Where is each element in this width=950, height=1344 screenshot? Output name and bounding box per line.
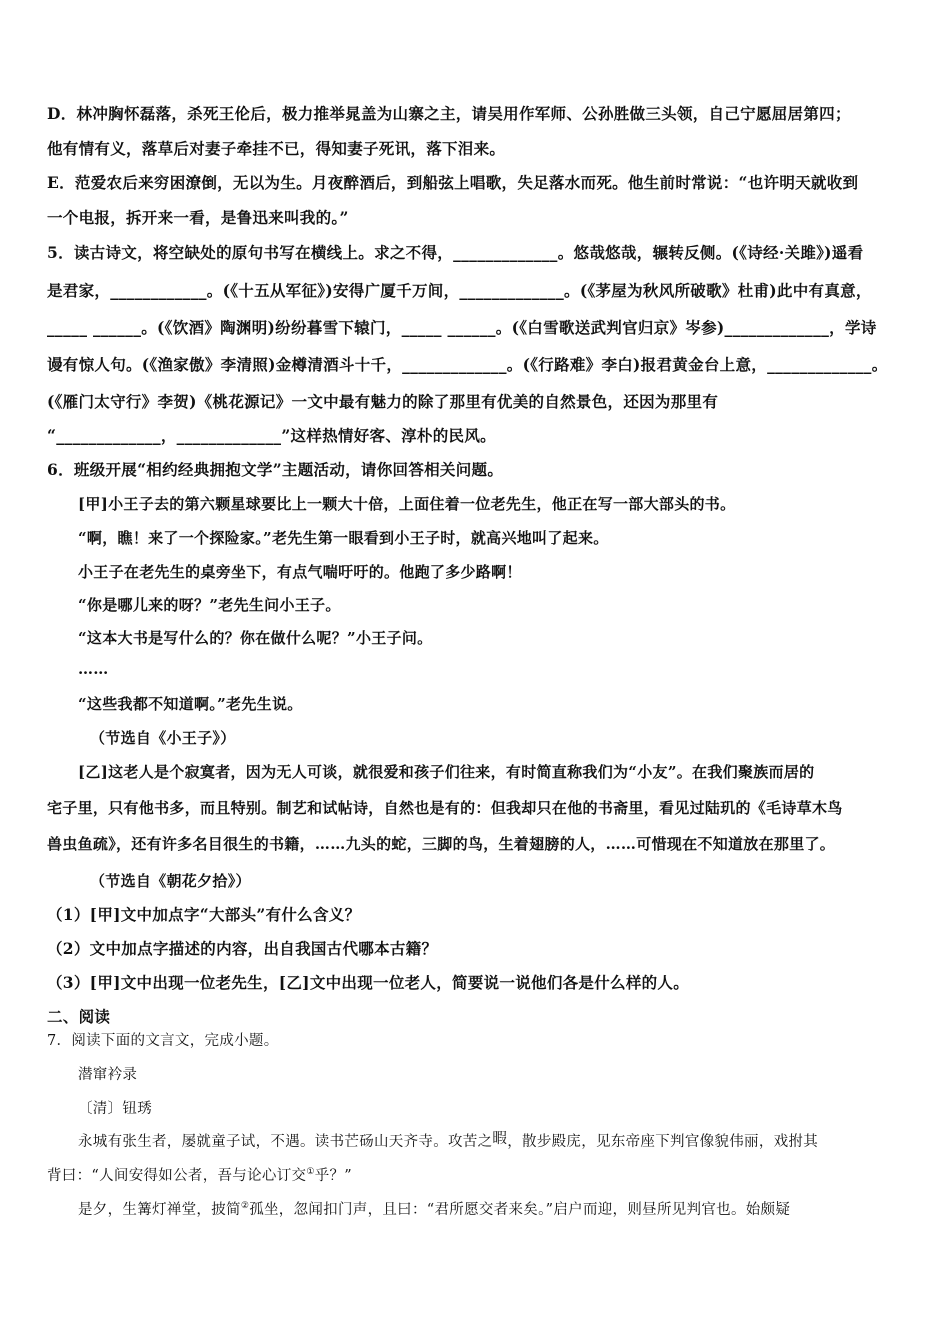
q7-p1-line1-c: ，散步殿庑，见东帝座下判官像貌伟丽，戏拊其 xyxy=(507,1134,819,1150)
q5-line3: _____ ______。(《饮酒》陶渊明)纷纷暮雪下辕门，_____ ______。(《白雪歌送武判官归京》岑参)_____________，学诗 xyxy=(47,318,877,337)
option-e-line1: E．范爱农后来穷困潦倒，无以为生。月夜醉酒后，到船弦上唱歌，失足落水而死。他生前时常说：“也许明天就收到 xyxy=(47,173,859,192)
q7-p1-line2-a: 背曰：“人间安得如公者，吾与论心订交 xyxy=(47,1168,307,1184)
q6-jia-p6: …… xyxy=(78,660,109,678)
q6-intro: 6．班级开展“相约经典拥抱文学”主题活动，请你回答相关问题。 xyxy=(47,460,504,479)
q6-jia-p7: “这些我都不知道啊。”老先生说。 xyxy=(78,695,303,713)
q5-line5: (《雁门太守行》李贺)《桃花源记》一文中最有魅力的除了那里有优美的自然景色，还因为那里有 xyxy=(47,392,719,411)
q5-line2: 是君家，____________。(《十五从军征》)安得广厦千万间，_____________。(《茅屋为秋风所破歌》杜甫)此中有真意， xyxy=(47,281,872,300)
q5-line1: 5．读古诗文，将空缺处的原句书写在横线上。求之不得，_____________。悠哉悠哉，辗转反侧。(《诗经·关雎》)遥看 xyxy=(47,243,864,262)
q6-jia-p3: 小王子在老先生的桌旁坐下，有点气喘吁吁的。他跑了多少路啊！ xyxy=(78,563,522,581)
q7-p2-line1 xyxy=(78,1199,908,1221)
footnote-marker-2: ② xyxy=(240,1201,250,1212)
q7-p2-line1-a: 是夕，生篝灯禅堂，披简 xyxy=(78,1202,241,1218)
q7-p1-line2-b: 乎？” xyxy=(314,1168,353,1184)
q7-p1-line2 xyxy=(47,1165,907,1187)
q6-yi-line2: 宅子里，只有他书多，而且特别。制艺和试帖诗，自然也是有的：但我却只在他的书斋里，看见过陆玑的《毛诗草木鸟 xyxy=(47,799,843,817)
q6-sub2: （2）文中加点字描述的内容，出自我国古代哪本古籍？ xyxy=(47,939,438,958)
q7-intro: 7．阅读下面的文言文，完成小题。 xyxy=(47,1033,279,1049)
q7-title: 潜窜衿录 xyxy=(78,1067,138,1083)
footnote-marker-1: ① xyxy=(306,1167,315,1178)
option-d-line1: D．林冲胸怀磊落，杀死王伦后，极力推举晁盖为山寨之主，请吴用作军师、公孙胜做三头领，自己宁愿屈居第四； xyxy=(47,104,851,123)
q6-yi-line3: 兽虫鱼疏》，还有许多名目很生的书籍，……九头的蛇，三脚的鸟，生着翅膀的人，……可惜现在不知道放在那里了。 xyxy=(47,835,836,853)
q6-yi-source: （节选自《朝花夕拾》） xyxy=(90,872,251,890)
q6-jia-source: （节选自《小王子》） xyxy=(90,729,236,747)
q6-yi-line1: [乙]这老人是个寂寞者，因为无人可谈，就很爱和孩子们往来，有时简直称我们为“小友”。在我们聚族而居的 xyxy=(78,763,815,781)
q7-p1-line1-a: 永城有张生者，屡就童子试，不遇。读书芒砀山天齐寺。攻苦之 xyxy=(78,1134,493,1150)
q7-author: 〔清〕钮琇 xyxy=(78,1101,152,1117)
option-d-line2: 他有情有义，落草后对妻子牵挂不已，得知妻子死讯，落下泪来。 xyxy=(47,139,506,158)
option-e-line2: 一个电报，拆开来一看，是鲁迅来叫我的。” xyxy=(47,208,349,227)
q6-jia-p5: “这本大书是写什么的？你在做什么呢？”小王子问。 xyxy=(78,629,433,647)
q7-p1-line1 xyxy=(78,1131,908,1153)
q6-jia-p1: [甲]小王子去的第六颗星球要比上一颗大十倍，上面住着一位老先生，他正在写一部大部头的书。 xyxy=(78,495,736,513)
q6-jia-p2: “啊，瞧！来了一个探险家。”老先生第一眼看到小王子时，就高兴地叫了起来。 xyxy=(78,529,609,547)
q6-sub1: （1）[甲]文中加点字“大部头”有什么含义？ xyxy=(47,905,361,924)
q7-p1-line1-dotted: 暇 xyxy=(492,1131,508,1147)
q6-sub3: （3）[甲]文中出现一位老先生，[乙]文中出现一位老人，简要说一说他们各是什么样的人。 xyxy=(47,973,690,992)
q7-p2-line1-b: 孤坐，忽闻扣门声，且曰：“君所愿交者来矣。”启户而迎，则昼所见判官也。始颇疑 xyxy=(249,1202,791,1218)
section-heading: 二、阅读 xyxy=(47,1007,111,1026)
q6-jia-p4: “你是哪儿来的呀？”老先生问小王子。 xyxy=(78,596,341,614)
q5-line4: 谩有惊人句。(《渔家傲》李清照)金樽清酒斗十千，_____________。(《行路难》李白)报君黄金台上意，_____________。 xyxy=(47,355,888,374)
q5-line6: “_____________，_____________”这样热情好客、淳朴的民风。 xyxy=(47,426,496,445)
